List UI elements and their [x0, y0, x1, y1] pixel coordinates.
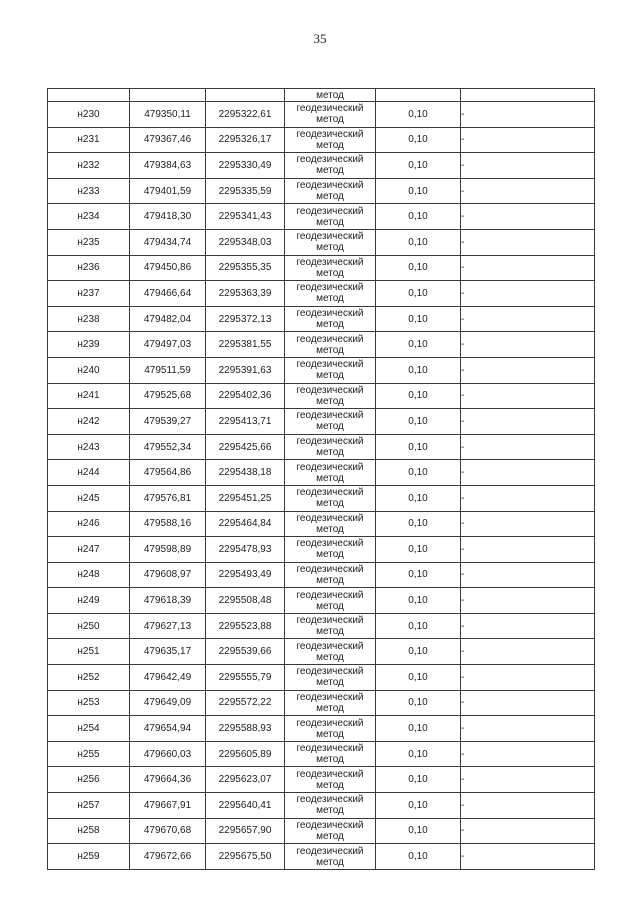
y-cell: 2295657,90: [206, 818, 285, 844]
x-cell: 479672,66: [130, 844, 206, 870]
x-cell: 479401,59: [130, 178, 206, 204]
note-cell: -: [461, 434, 595, 460]
y-cell: 2295425,66: [206, 434, 285, 460]
note-cell: -: [461, 562, 595, 588]
method-cell: [285, 357, 376, 383]
error-cell: 0,10: [376, 690, 461, 716]
method-line: геодезический: [296, 256, 364, 268]
error-cell: 0,10: [376, 485, 461, 511]
table-row: [48, 102, 595, 128]
y-cell: 2295355,35: [206, 255, 285, 281]
y-cell: 2295330,49: [206, 153, 285, 179]
y-cell: 2295508,48: [206, 588, 285, 614]
table-row: [48, 511, 595, 537]
point-cell: н232: [48, 153, 130, 179]
method-cell: [285, 537, 376, 563]
point-cell: н254: [48, 716, 130, 742]
method-line: геодезический: [296, 794, 364, 806]
method-line: геодезический: [296, 308, 364, 320]
table-row: [48, 767, 595, 793]
method-line: геодезический: [296, 154, 364, 166]
note-cell: -: [461, 511, 595, 537]
point-cell: н234: [48, 204, 130, 230]
x-cell: 479384,63: [130, 153, 206, 179]
y-cell: 2295451,25: [206, 485, 285, 511]
table-row: [48, 255, 595, 281]
note-cell: -: [461, 485, 595, 511]
method-line: геодезический: [296, 845, 364, 857]
method-cell: [285, 204, 376, 230]
method-line: геодезический: [296, 666, 364, 678]
note-cell: -: [461, 229, 595, 255]
method-cell: [285, 793, 376, 819]
note-cell: -: [461, 716, 595, 742]
table-row: [48, 178, 595, 204]
point-cell: н240: [48, 357, 130, 383]
error-cell: 0,10: [376, 204, 461, 230]
x-cell: 479598,89: [130, 537, 206, 563]
method-line: геодезический: [296, 743, 364, 755]
x-cell: 479552,34: [130, 434, 206, 460]
x-cell: 479466,64: [130, 281, 206, 307]
note-cell: -: [461, 127, 595, 153]
x-cell: 479434,74: [130, 229, 206, 255]
method-cell: метод: [285, 89, 376, 102]
y-cell: 2295402,36: [206, 383, 285, 409]
error-cell: 0,10: [376, 793, 461, 819]
point-cell: н244: [48, 460, 130, 486]
note-cell: -: [461, 357, 595, 383]
y-cell: 2295523,88: [206, 613, 285, 639]
error-cell: 0,10: [376, 665, 461, 691]
error-cell: 0,10: [376, 153, 461, 179]
point-cell: н230: [48, 102, 130, 128]
table-row: [48, 562, 595, 588]
method-line: геодезический: [296, 410, 364, 422]
method-line: метод: [316, 830, 344, 842]
error-cell: 0,10: [376, 818, 461, 844]
method-cell: [285, 844, 376, 870]
method-line: метод: [316, 498, 344, 510]
method-cell: [285, 818, 376, 844]
y-cell: [206, 89, 285, 102]
method-line: метод: [316, 344, 344, 356]
method-line: метод: [316, 779, 344, 791]
note-cell: -: [461, 281, 595, 307]
note-cell: -: [461, 178, 595, 204]
method-line: метод: [316, 856, 344, 868]
y-cell: 2295413,71: [206, 409, 285, 435]
point-cell: н247: [48, 537, 130, 563]
method-cell: [285, 102, 376, 128]
point-cell: н243: [48, 434, 130, 460]
table-row: [48, 229, 595, 255]
table-row: [48, 204, 595, 230]
y-cell: 2295572,22: [206, 690, 285, 716]
note-cell: -: [461, 844, 595, 870]
error-cell: 0,10: [376, 716, 461, 742]
method-line: геодезический: [296, 538, 364, 550]
point-cell: н233: [48, 178, 130, 204]
y-cell: 2295623,07: [206, 767, 285, 793]
error-cell: 0,10: [376, 741, 461, 767]
table-row: [48, 409, 595, 435]
y-cell: 2295478,93: [206, 537, 285, 563]
point-cell: н256: [48, 767, 130, 793]
note-cell: -: [461, 460, 595, 486]
method-line: геодезический: [296, 512, 364, 524]
table-row: [48, 818, 595, 844]
method-cell: [285, 665, 376, 691]
method-line: геодезический: [296, 589, 364, 601]
point-cell: н237: [48, 281, 130, 307]
y-cell: 2295464,84: [206, 511, 285, 537]
method-cell: [285, 639, 376, 665]
error-cell: 0,10: [376, 281, 461, 307]
error-cell: 0,10: [376, 127, 461, 153]
table-row: [48, 844, 595, 870]
method-line: метод: [316, 600, 344, 612]
note-cell: -: [461, 409, 595, 435]
y-cell: 2295391,63: [206, 357, 285, 383]
table-row: [48, 153, 595, 179]
y-cell: 2295322,61: [206, 102, 285, 128]
y-cell: 2295588,93: [206, 716, 285, 742]
method-line: геодезический: [296, 615, 364, 627]
error-cell: 0,10: [376, 767, 461, 793]
point-cell: н252: [48, 665, 130, 691]
method-cell: [285, 716, 376, 742]
table-row: [48, 306, 595, 332]
method-line: метод: [316, 139, 344, 151]
note-cell: -: [461, 102, 595, 128]
method-line: геодезический: [296, 819, 364, 831]
method-cell: [285, 434, 376, 460]
error-cell: 0,10: [376, 102, 461, 128]
method-line: метод: [316, 319, 344, 331]
method-line: метод: [316, 549, 344, 561]
method-line: геодезический: [296, 359, 364, 371]
point-cell: н246: [48, 511, 130, 537]
method-line: геодезический: [296, 103, 364, 115]
method-cell: [285, 127, 376, 153]
table-row: [48, 434, 595, 460]
method-line: метод: [316, 472, 344, 484]
method-line: геодезический: [296, 205, 364, 217]
error-cell: 0,10: [376, 460, 461, 486]
note-cell: -: [461, 639, 595, 665]
note-cell: -: [461, 613, 595, 639]
point-cell: н251: [48, 639, 130, 665]
error-cell: 0,10: [376, 639, 461, 665]
point-cell: н239: [48, 332, 130, 358]
method-line: метод: [316, 805, 344, 817]
x-cell: 479654,94: [130, 716, 206, 742]
error-cell: 0,10: [376, 229, 461, 255]
x-cell: 479367,46: [130, 127, 206, 153]
x-cell: 479618,39: [130, 588, 206, 614]
error-cell: 0,10: [376, 844, 461, 870]
table-row: [48, 357, 595, 383]
x-cell: 479642,49: [130, 665, 206, 691]
point-cell: н250: [48, 613, 130, 639]
method-line: геодезический: [296, 384, 364, 396]
method-line: метод: [316, 370, 344, 382]
error-cell: [376, 89, 461, 102]
error-cell: 0,10: [376, 588, 461, 614]
y-cell: 2295640,41: [206, 793, 285, 819]
table-row-continued: [48, 89, 595, 102]
method-cell: [285, 153, 376, 179]
x-cell: 479418,30: [130, 204, 206, 230]
x-cell: 479350,11: [130, 102, 206, 128]
method-cell: [285, 485, 376, 511]
method-line: метод: [316, 267, 344, 279]
method-line: метод: [316, 523, 344, 535]
method-cell: [285, 255, 376, 281]
y-cell: 2295555,79: [206, 665, 285, 691]
y-cell: 2295438,18: [206, 460, 285, 486]
table-row: [48, 716, 595, 742]
method-line: геодезический: [296, 768, 364, 780]
x-cell: 479564,86: [130, 460, 206, 486]
point-cell: н257: [48, 793, 130, 819]
method-line: геодезический: [296, 231, 364, 243]
note-cell: -: [461, 690, 595, 716]
method-line: геодезический: [296, 333, 364, 345]
method-line: геодезический: [296, 436, 364, 448]
method-line: метод: [316, 293, 344, 305]
method-cell: [285, 562, 376, 588]
method-line: геодезический: [296, 461, 364, 473]
error-cell: 0,10: [376, 255, 461, 281]
method-line: метод: [316, 447, 344, 459]
note-cell: -: [461, 767, 595, 793]
table-row: [48, 485, 595, 511]
note-cell: -: [461, 204, 595, 230]
x-cell: 479539,27: [130, 409, 206, 435]
x-cell: 479497,03: [130, 332, 206, 358]
method-line: метод: [316, 421, 344, 433]
y-cell: 2295326,17: [206, 127, 285, 153]
coordinates-table: [47, 88, 595, 870]
method-cell: [285, 229, 376, 255]
point-cell: н259: [48, 844, 130, 870]
method-line: метод: [316, 728, 344, 740]
table-row: [48, 639, 595, 665]
y-cell: 2295335,59: [206, 178, 285, 204]
table-row: [48, 383, 595, 409]
x-cell: 479627,13: [130, 613, 206, 639]
note-cell: -: [461, 793, 595, 819]
method-cell: [285, 741, 376, 767]
table-row: [48, 665, 595, 691]
method-line: метод: [316, 574, 344, 586]
method-cell: [285, 281, 376, 307]
error-cell: 0,10: [376, 332, 461, 358]
note-cell: -: [461, 332, 595, 358]
y-cell: 2295675,50: [206, 844, 285, 870]
y-cell: 2295348,03: [206, 229, 285, 255]
y-cell: 2295363,39: [206, 281, 285, 307]
point-cell: н236: [48, 255, 130, 281]
method-cell: [285, 767, 376, 793]
y-cell: 2295381,55: [206, 332, 285, 358]
error-cell: 0,10: [376, 357, 461, 383]
error-cell: 0,10: [376, 178, 461, 204]
method-line: метод: [316, 651, 344, 663]
table-row: [48, 537, 595, 563]
error-cell: 0,10: [376, 537, 461, 563]
x-cell: 479660,03: [130, 741, 206, 767]
point-cell: н245: [48, 485, 130, 511]
table-row: [48, 281, 595, 307]
x-cell: 479576,81: [130, 485, 206, 511]
method-line: геодезический: [296, 691, 364, 703]
x-cell: 479511,59: [130, 357, 206, 383]
method-cell: [285, 511, 376, 537]
method-line: геодезический: [296, 180, 364, 192]
point-cell: н238: [48, 306, 130, 332]
method-line: геодезический: [296, 128, 364, 140]
method-line: метод: [316, 626, 344, 638]
method-line: геодезический: [296, 717, 364, 729]
method-cell: [285, 613, 376, 639]
page-number: 35: [313, 31, 327, 46]
point-cell: н241: [48, 383, 130, 409]
method-line: геодезический: [296, 282, 364, 294]
point-cell: н231: [48, 127, 130, 153]
method-cell: [285, 588, 376, 614]
x-cell: 479525,68: [130, 383, 206, 409]
note-cell: -: [461, 306, 595, 332]
y-cell: 2295493,49: [206, 562, 285, 588]
method-line: метод: [316, 395, 344, 407]
method-cell: [285, 178, 376, 204]
note-cell: -: [461, 741, 595, 767]
x-cell: 479482,04: [130, 306, 206, 332]
x-cell: 479649,09: [130, 690, 206, 716]
table-row: [48, 690, 595, 716]
table-row: [48, 460, 595, 486]
table-row: [48, 332, 595, 358]
note-cell: -: [461, 383, 595, 409]
method-line: метод: [316, 114, 344, 126]
method-cell: [285, 306, 376, 332]
x-cell: 479667,91: [130, 793, 206, 819]
method-line: геодезический: [296, 487, 364, 499]
note-cell: -: [461, 665, 595, 691]
x-cell: 479670,68: [130, 818, 206, 844]
method-line: метод: [316, 191, 344, 203]
method-cell: [285, 332, 376, 358]
note-cell: -: [461, 537, 595, 563]
y-cell: 2295539,66: [206, 639, 285, 665]
method-line: метод: [316, 677, 344, 689]
point-cell: н249: [48, 588, 130, 614]
method-cell: [285, 690, 376, 716]
error-cell: 0,10: [376, 434, 461, 460]
table-row: [48, 588, 595, 614]
point-cell: н255: [48, 741, 130, 767]
error-cell: 0,10: [376, 306, 461, 332]
table-row: [48, 613, 595, 639]
method-cell: [285, 409, 376, 435]
method-line: метод: [316, 702, 344, 714]
note-cell: -: [461, 818, 595, 844]
x-cell: 479664,36: [130, 767, 206, 793]
error-cell: 0,10: [376, 562, 461, 588]
note-cell: -: [461, 588, 595, 614]
error-cell: 0,10: [376, 613, 461, 639]
method-cell: [285, 383, 376, 409]
error-cell: 0,10: [376, 383, 461, 409]
table-row: [48, 741, 595, 767]
point-cell: н235: [48, 229, 130, 255]
method-line: метод: [316, 216, 344, 228]
error-cell: 0,10: [376, 409, 461, 435]
y-cell: 2295605,89: [206, 741, 285, 767]
error-cell: 0,10: [376, 511, 461, 537]
method-line: геодезический: [296, 640, 364, 652]
method-line: метод: [316, 165, 344, 177]
method-line: метод: [316, 754, 344, 766]
note-cell: -: [461, 255, 595, 281]
x-cell: 479588,16: [130, 511, 206, 537]
x-cell: 479635,17: [130, 639, 206, 665]
method-line: геодезический: [296, 563, 364, 575]
y-cell: 2295372,13: [206, 306, 285, 332]
note-cell: [461, 89, 595, 102]
x-cell: 479608,97: [130, 562, 206, 588]
table-row: [48, 793, 595, 819]
point-cell: н248: [48, 562, 130, 588]
method-cell: [285, 460, 376, 486]
table-row: [48, 127, 595, 153]
point-cell: н242: [48, 409, 130, 435]
x-cell: 479450,86: [130, 255, 206, 281]
y-cell: 2295341,43: [206, 204, 285, 230]
table-body: [48, 89, 595, 870]
method-line: метод: [316, 242, 344, 254]
point-cell: [48, 89, 130, 102]
point-cell: н258: [48, 818, 130, 844]
note-cell: -: [461, 153, 595, 179]
x-cell: [130, 89, 206, 102]
point-cell: н253: [48, 690, 130, 716]
